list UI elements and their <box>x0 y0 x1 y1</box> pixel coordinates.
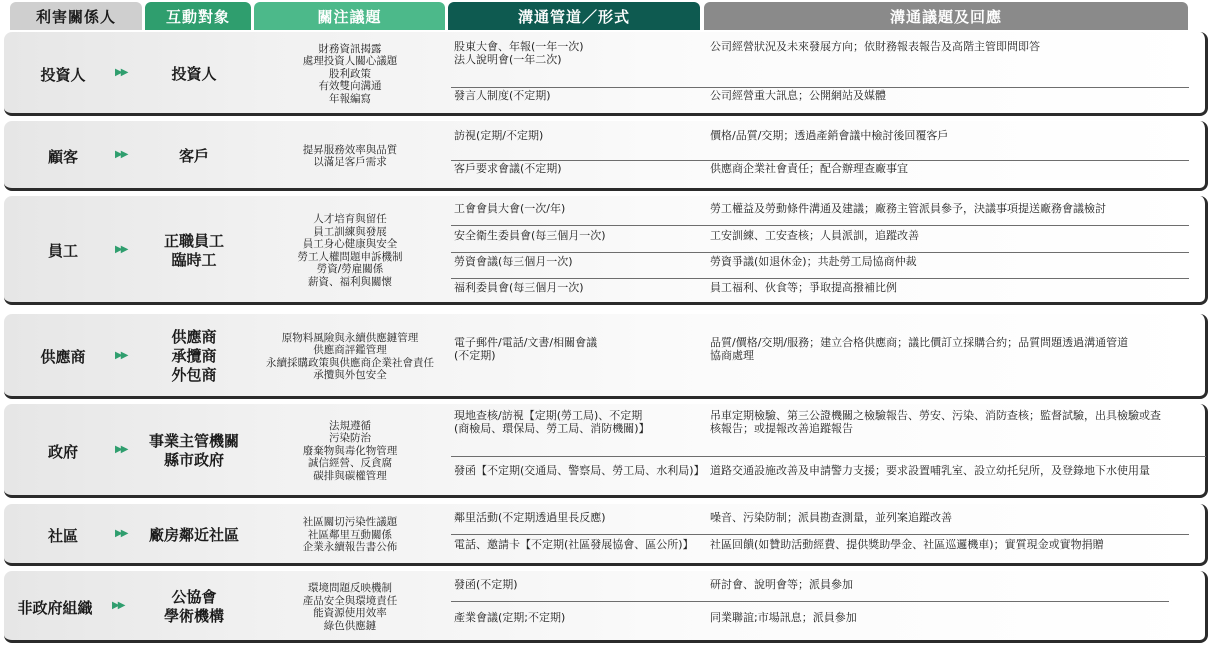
response-line: 員工福利、伙食等；爭取提高撥補比例 <box>710 281 897 294</box>
response-line: 吊車定期檢驗、第三公證機關之檢驗報告、勞安、污染、消防查核；監督試驗，出具檢驗或查 <box>710 409 1161 422</box>
focus-topics <box>254 314 446 399</box>
row-divider <box>451 456 1206 457</box>
double-arrow-icon: ▶▶ <box>115 528 127 539</box>
response-line: 公司經營狀況及未來發展方向；依財務報表報告及高階主管即問即答 <box>710 40 1040 53</box>
channel-line: 發函(不定期) <box>454 578 518 591</box>
response-cell <box>710 336 1190 362</box>
topic-line: 綠色供應鏈 <box>323 619 377 632</box>
header-channel: 溝通管道／形式 <box>448 2 700 30</box>
stakeholder-group <box>4 32 1208 116</box>
subject-line: 外包商 <box>171 366 217 384</box>
channel-line: 發函【不定期(交通局、警察局、勞工局、水利局)】 <box>454 464 705 477</box>
response-cell <box>710 409 1190 435</box>
interaction-subject <box>134 121 254 191</box>
row-divider <box>451 252 1189 253</box>
double-arrow-icon: ▶▶ <box>115 149 127 160</box>
channel-line: 股東大會、年報(一年一次) <box>454 40 584 53</box>
header-topics: 關注議題 <box>254 2 445 30</box>
topic-line: 能資源使用效率 <box>313 607 387 619</box>
response-cell <box>710 89 1190 102</box>
row-divider <box>451 160 1189 161</box>
response-line: 勞工權益及勞動條件溝通及建議；廠務主管派員參予，決議事項提送廠務會議檢討 <box>710 202 1106 215</box>
stakeholder-name: 政府 <box>47 442 78 461</box>
response-line: 公司經營重大訊息；公開網站及媒體 <box>710 89 886 102</box>
focus-topics <box>254 196 446 305</box>
response-line: 核報告；或提報改善追蹤報告 <box>710 422 853 435</box>
interaction-subject <box>134 196 254 305</box>
interaction-subject <box>134 504 254 566</box>
topic-line: 股利政策 <box>329 67 371 80</box>
response-cell <box>710 229 1190 242</box>
subject-line: 臨時工 <box>171 250 217 269</box>
header-response: 溝通議題及回應 <box>704 2 1188 30</box>
channel-cell <box>454 89 709 102</box>
channel-cell <box>454 281 709 294</box>
interaction-subject <box>134 404 254 498</box>
topic-line: 環境問題反映機制 <box>308 582 392 594</box>
row-divider <box>451 601 1169 602</box>
channel-cell <box>454 202 709 215</box>
double-arrow-icon: ▶▶ <box>115 349 127 361</box>
focus-topics <box>254 32 446 116</box>
channel-cell <box>454 409 709 435</box>
subject-line: 事業主管機關 <box>148 432 239 450</box>
stakeholder-group <box>4 504 1208 566</box>
double-arrow-icon: ▶▶ <box>112 600 124 611</box>
subject-line: 供應商 <box>171 328 217 346</box>
channel-line: 工會會員大會(一次/年) <box>454 202 566 215</box>
interaction-subject <box>134 314 254 399</box>
response-line: 同業聯誼;市場訊息；派員參加 <box>710 611 857 624</box>
response-line: 研討會、說明會等；派員參加 <box>710 578 853 591</box>
channel-cell <box>454 611 709 624</box>
topic-line: 薪資、福利與關懷 <box>308 275 392 288</box>
response-cell <box>710 511 1190 524</box>
topic-line: 員工身心健康與安全 <box>302 238 398 250</box>
response-cell <box>710 538 1190 551</box>
stakeholder-name: 員工 <box>47 242 78 260</box>
topic-line: 原物料風險與永續供應鏈管理 <box>281 331 419 344</box>
stakeholder-group <box>4 571 1208 643</box>
stakeholder-name: 非政府組織 <box>17 598 93 617</box>
stakeholder-name: 顧客 <box>47 147 78 166</box>
channel-line: 安全衛生委員會(每三個月一次) <box>454 229 606 242</box>
header-subject: 互動對象 <box>145 2 251 30</box>
focus-topics <box>254 121 446 191</box>
response-cell <box>710 281 1190 294</box>
channel-cell <box>454 229 709 242</box>
focus-topics <box>254 504 446 566</box>
subject-line: 廠房鄰近社區 <box>148 525 239 544</box>
channel-line: 電子郵件/電話/文書/相關會議 <box>454 336 598 349</box>
row-divider <box>451 225 1189 226</box>
channel-line: (不定期) <box>454 349 496 362</box>
response-line: 噪音、污染防制；派員勘查測量，並列案追蹤改善 <box>710 511 952 524</box>
topic-line: 廢棄物與毒化物管理 <box>302 444 398 457</box>
response-cell <box>710 464 1190 477</box>
topic-line: 法規遵循 <box>329 419 371 432</box>
topic-line: 污染防治 <box>329 432 371 445</box>
topic-line: 提昇服務效率與品質 <box>302 143 398 156</box>
channel-line: 鄰里活動(不定期透過里長反應) <box>454 511 606 524</box>
response-cell <box>710 578 1190 591</box>
topic-line: 企業永續報告書公佈 <box>302 541 398 554</box>
response-cell <box>710 162 1190 175</box>
channel-cell <box>454 162 709 175</box>
topic-line: 承攬與外包安全 <box>313 369 387 381</box>
topic-line: 社區鄰里互動關係 <box>308 528 392 541</box>
topic-line: 員工訓練與發展 <box>313 225 387 238</box>
topic-line: 財務資訊揭露 <box>318 42 382 55</box>
topic-line: 勞工人權問題申訴機制 <box>297 250 403 263</box>
stakeholder-name: 投資人 <box>40 65 86 84</box>
subject-line: 縣市政府 <box>163 451 224 469</box>
double-arrow-icon: ▶▶ <box>115 444 127 455</box>
topic-line: 產品安全與環境責任 <box>302 594 398 607</box>
subject-line: 承攬商 <box>171 347 217 365</box>
stakeholder-group <box>4 404 1208 498</box>
subject-line: 投資人 <box>171 64 217 83</box>
topic-line: 有效雙向溝通 <box>318 80 382 93</box>
row-divider <box>451 278 1189 279</box>
topic-line: 誠信經營、反貪腐 <box>308 457 392 470</box>
channel-cell <box>454 336 709 362</box>
channel-cell <box>454 464 709 477</box>
response-line: 協商處理 <box>710 349 754 362</box>
stakeholder-name: 供應商 <box>40 348 86 366</box>
response-cell <box>710 129 1190 142</box>
channel-cell <box>454 578 709 591</box>
response-line: 道路交通設施改善及申請警力支援；要求設置哺乳室、設立幼托兒所，及登錄地下水使用量 <box>710 464 1150 477</box>
channel-line: 法人說明會(一年二次) <box>454 53 562 66</box>
response-line: 供應商企業社會責任；配合辦理查廠事宜 <box>710 162 908 175</box>
channel-cell <box>454 40 709 66</box>
double-arrow-icon: ▶▶ <box>115 67 127 78</box>
response-cell <box>710 611 1190 624</box>
topic-line: 碳排與碳權管理 <box>313 469 387 482</box>
subject-line: 正職員工 <box>163 231 224 250</box>
double-arrow-icon: ▶▶ <box>115 243 127 255</box>
response-line: 工安訓練、工安查核；人員派訓，追蹤改善 <box>710 229 919 242</box>
stakeholder-group <box>4 314 1208 399</box>
topic-line: 處理投資人關心議題 <box>302 55 398 68</box>
channel-cell <box>454 511 709 524</box>
channel-line: 電話、邀請卡【不定期(社區發展協會、區公所)】 <box>454 538 694 551</box>
topic-line: 永續採購政策與供應商企業社會責任 <box>266 356 434 369</box>
response-line: 價格/品質/交期；透過產銷會議中檢討後回覆客戶 <box>710 129 949 142</box>
topic-line: 勞資/勞雇關係 <box>316 263 384 275</box>
topic-line: 供應商評鑑管理 <box>313 344 387 356</box>
channel-line: 福利委員會(每三個月一次) <box>454 281 584 294</box>
row-divider <box>451 534 1189 535</box>
stakeholder-group <box>4 121 1208 191</box>
focus-topics <box>254 404 446 498</box>
channel-line: 現地查核/訪視【定期(勞工局)、不定期 <box>454 409 643 422</box>
header-stakeholder: 利害關係人 <box>10 2 142 30</box>
response-cell <box>710 255 1190 268</box>
response-line: 勞資爭議(如退休金)；共赴勞工局協商仲裁 <box>710 255 917 268</box>
subject-line: 學術機構 <box>163 607 224 625</box>
channel-cell <box>454 129 709 142</box>
row-divider <box>451 87 1189 88</box>
channel-line: 訪視(定期/不定期) <box>454 129 544 142</box>
channel-line: 發言人制度(不定期) <box>454 89 551 102</box>
channel-cell <box>454 538 709 551</box>
topic-line: 人才培育與留任 <box>313 213 387 225</box>
subject-line: 公協會 <box>171 588 217 606</box>
topic-line: 社區關切污染性議題 <box>302 516 398 529</box>
topic-line: 以滿足客戶需求 <box>313 156 387 168</box>
response-line: 品質/價格/交期/服務；建立合格供應商；議比價訂立採購合約；品質問題透過溝通管道 <box>710 336 1129 349</box>
stakeholder-name: 社區 <box>47 526 78 545</box>
channel-cell <box>454 255 709 268</box>
topic-line: 年報編寫 <box>329 92 371 105</box>
channel-line: 客戶要求會議(不定期) <box>454 162 562 175</box>
channel-line: (商檢局、環保局、勞工局、消防機關)】 <box>454 422 650 435</box>
interaction-subject <box>134 32 254 116</box>
response-line: 社區回饋(如贊助活動經費、提供獎助學金、社區巡邏機車)；實質現金或實物捐贈 <box>710 538 1104 551</box>
channel-line: 勞資會議(每三個月一次) <box>454 255 573 268</box>
stakeholder-group <box>4 196 1208 305</box>
response-cell <box>710 202 1190 215</box>
response-cell <box>710 40 1190 53</box>
interaction-subject <box>134 571 254 643</box>
subject-line: 客戶 <box>178 146 209 165</box>
focus-topics <box>254 571 446 643</box>
channel-line: 產業會議(定期;不定期) <box>454 611 566 624</box>
